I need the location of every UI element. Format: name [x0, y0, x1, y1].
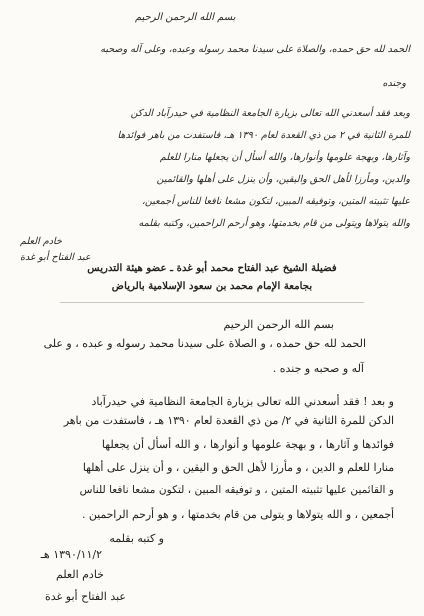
typed-line: منارا للعلم و الدين ، و مأرزا لأهل الحق و اليقين ، و أن ينزل على أهلها — [82, 461, 394, 474]
typed-sign-off: و كتبه بقلمه — [109, 532, 164, 545]
handwritten-line: وبعد فقد أسعدني الله تعالى بزيارة الجامعة النظامية في حيدرآباد الدكن — [130, 108, 410, 119]
handwritten-line: والله يتولاها ويتولى من قام بخدمتها، وهو أرحم الراحمين، وكتبه بقلمه — [138, 218, 410, 229]
caption-line: فضيلة الشيخ عبد الفتاح محمد أبو غدة ـ عضو هيئة التدريس — [87, 262, 337, 274]
typed-date: ١٣٩٠/١١/٢ هـ — [40, 548, 102, 561]
handwritten-line: للمرة الثانية في ٢ من ذي القعدة لعام ١٣٩٠ هـ، فاستفدت من باهر فوائدها — [117, 130, 410, 141]
typed-line: الدكن للمرة الثانية في ٢/ من ذي القعدة لعام ١٣٩٠ هـ ، فاستفدت من باهر — [63, 414, 394, 427]
handwritten-line: وآثارها، وبهجة علومها وأنوارها، والله أسأل أن يجعلها منارا للعلم — [159, 152, 410, 163]
handwritten-signature-title: خادم العلم — [20, 236, 62, 247]
caption-line: بجامعة الإمام محمد بن سعود الإسلامية بالرياض — [111, 280, 313, 292]
typed-signature-title: خادم العلم — [55, 568, 104, 581]
handwritten-line: وجنده — [382, 78, 406, 89]
handwritten-line: والدين، ومأرزا لأهل الحق واليقين، وأن ينزل على أهلها والقائمين — [156, 174, 410, 185]
handwritten-line: عليها تثبيته المتين، وتوفيقه المبين، لتكون مشعا نافعا للناس أجمعين، — [141, 196, 410, 207]
typed-line: الحمد لله حق حمده ، و الصلاة على سيدنا محمد رسوله و عبده ، و على — [43, 337, 366, 350]
handwritten-line: الحمد لله حق حمده، والصلاة على سيدنا محمد رسوله وعبده، وعلى آله وصحبه — [100, 44, 410, 55]
typed-line: و بعد ! فقد أسعدني الله تعالى بزيارة الجامعة النظامية في حيدرآباد — [91, 395, 394, 408]
typed-line: أجمعين ، و الله يتولاها و يتولى من قام بخدمتها ، و هو أرحم الراحمين . — [82, 508, 394, 521]
typed-signature: عبد الفتاح أبو غدة — [45, 590, 126, 603]
handwritten-signature: عبد الفتاح أبو غدة — [20, 252, 91, 263]
typed-basmala: بسم الله الرحمن الرحيم — [223, 318, 334, 331]
typed-line: فوائدها و آثارها ، و بهجة علومها و أنوارها ، و الله أسأل أن يجعلها — [101, 438, 394, 451]
handwritten-basmala: بسم الله الرحمن الرحيم — [135, 12, 236, 23]
typed-line: آله و صحبه و جنده . — [272, 362, 364, 375]
typed-line: و القائمين عليها تثبيته المتين ، و توفيقه المبين ، لتكون مشعا نافعا للناس — [79, 484, 394, 496]
